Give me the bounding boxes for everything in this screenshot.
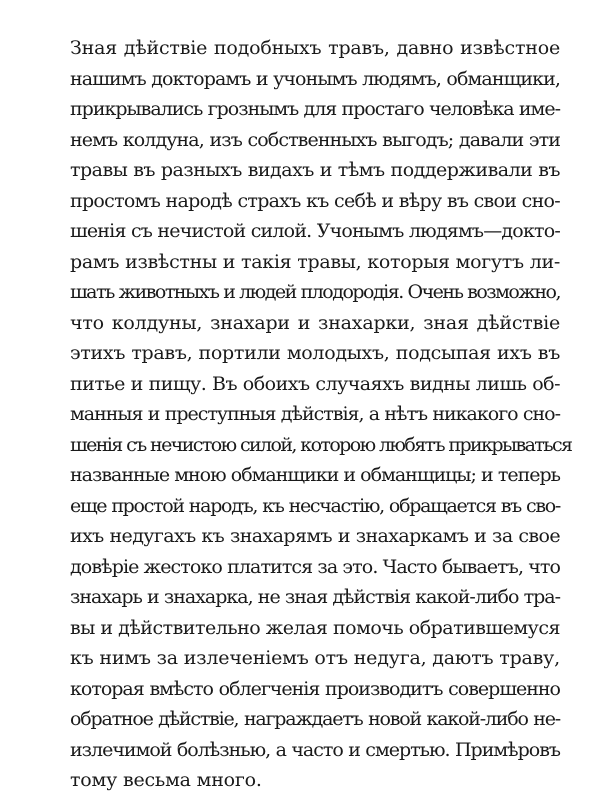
text-line: шать животныхъ и людей плодородія. Очень возможно, — [70, 281, 560, 303]
text-line: которая вмѣсто облегченія производитъ совершенно — [70, 677, 560, 700]
text-line: довѣріе жестоко платится за это. Часто бываетъ, что — [70, 555, 561, 578]
text-line: простомъ народѣ страхъ къ себѣ и вѣру въ свои сно- — [70, 189, 560, 212]
text-line: нашимъ докторамъ и учонымъ людямъ, обманщики, — [70, 67, 560, 90]
text-line: питье и пищу. Въ обоихъ случаяхъ видны лишь об- — [70, 372, 560, 395]
text-line: Зная дѣйствіе подобныхъ травъ, давно извѣстное — [70, 37, 560, 59]
text-line: знахарь и знахарка, не зная дѣйствія какой-либо тра- — [70, 586, 560, 608]
text-line: шенія съ нечистою силой, которою любятъ прикрываться — [70, 433, 572, 456]
text-line: къ нимъ за излеченіемъ отъ недуга, даютъ траву, — [70, 647, 560, 669]
body-paragraph — [70, 33, 572, 796]
text-line: ихъ недугахъ къ знахарямъ и знахаркамъ и за свое — [70, 525, 560, 547]
text-line: что колдуны, знахари и знахарки, зная дѣйствіе — [70, 311, 560, 334]
text-line: вы и дѣйствительно желая помочь обратившемуся — [70, 616, 560, 639]
text-line: еще простой народъ, къ несчастію, обращается въ сво- — [70, 494, 560, 517]
text-line: шенія съ нечистой силой. Учонымъ людямъ—докто- — [70, 220, 560, 242]
text-line: прикрывались грознымъ для простаго человѣка име- — [70, 98, 560, 120]
text-line: излечимой болѣзнью, а часто и смертью. Примѣровъ — [70, 738, 560, 761]
text-line: названные мною обманщики и обманщицы; и теперь — [70, 464, 560, 486]
text-line: немъ колдуна, изъ собственныхъ выгодъ; давали эти — [70, 128, 560, 151]
text-line-last: тому весьма много. — [70, 769, 262, 791]
text-line: манныя и преступныя дѣйствія, а нѣтъ никакого сно- — [70, 403, 560, 425]
text-line: обратное дѣйствіе, награждаетъ новой какой-либо не- — [70, 708, 560, 730]
text-line: рамъ извѣстны и такія травы, которыя могутъ ли- — [70, 250, 560, 273]
text-line: этихъ травъ, портили молодыхъ, подсыпая ихъ въ — [70, 342, 560, 364]
text-line: травы въ разныхъ видахъ и тѣмъ поддерживали въ — [70, 159, 560, 181]
